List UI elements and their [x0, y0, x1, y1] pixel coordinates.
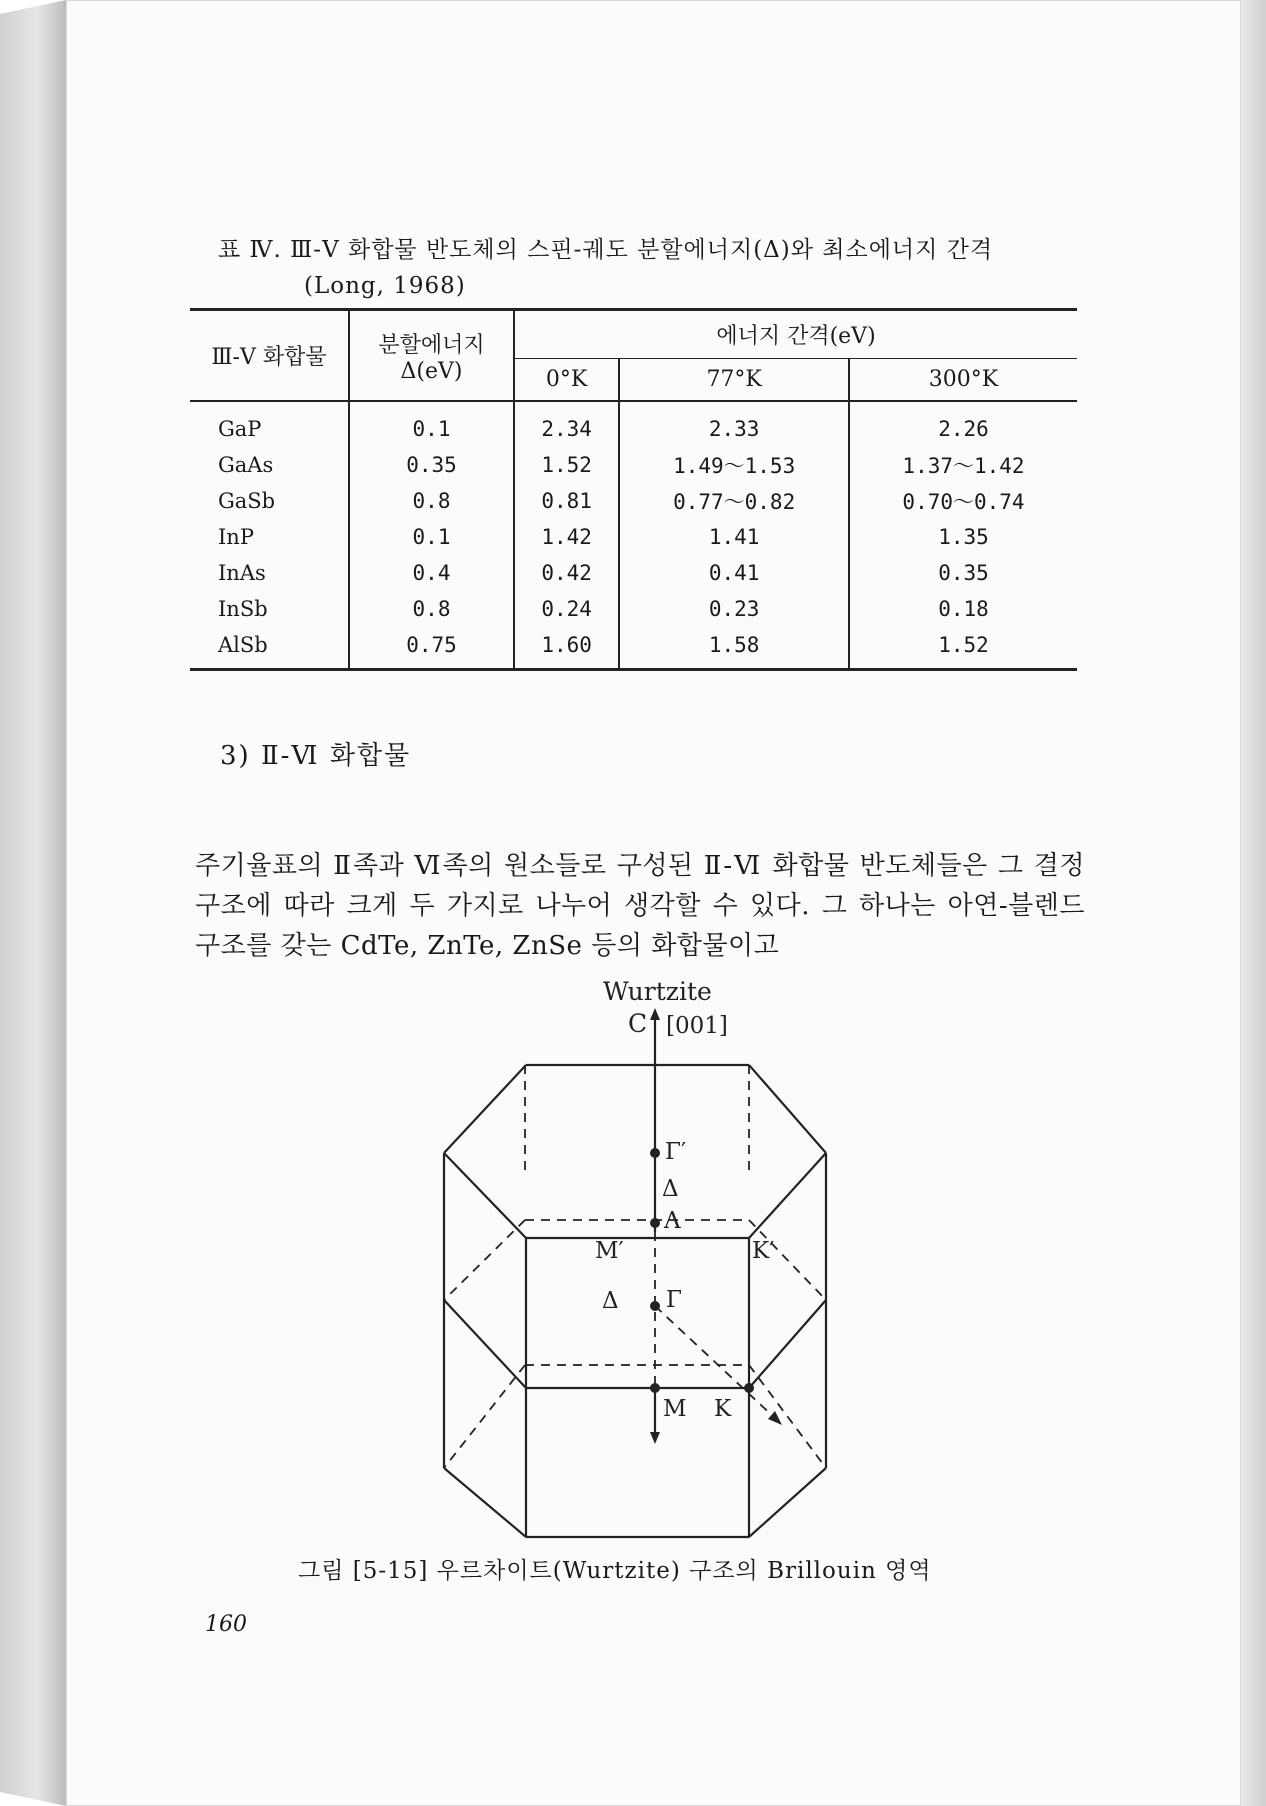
cell-gap-300k: 2.26	[938, 417, 989, 441]
cell-gap-300k: 0.18	[938, 597, 989, 621]
label-k: K	[714, 1396, 732, 1422]
table-row	[190, 555, 1077, 591]
cell-split: 0.8	[349, 483, 514, 519]
point-m	[650, 1383, 660, 1393]
table-caption	[218, 232, 1088, 304]
header-0k: 0°K	[514, 359, 619, 402]
body-paragraph: 주기율표의 Ⅱ족과 Ⅵ족의 원소들로 구성된 Ⅱ-Ⅵ 화합물 반도체들은 그 결정구조에 따라 크게 두 가지로 나누어 생각할 수 있다. 그 하나는 아연-블렌드 구조를 갖는 CdTe, ZnTe, ZnSe 등의 화합물이고	[195, 851, 1085, 961]
label-m: M	[663, 1396, 687, 1422]
table-row	[190, 447, 1077, 483]
cell-gap-77k: 0.41	[619, 555, 849, 591]
wurtzite-diagram	[420, 970, 840, 1540]
table-row	[190, 627, 1077, 670]
axis-down-arrow-icon	[650, 1432, 660, 1444]
cell-gap-300k: 0.35	[938, 561, 989, 585]
point-gamma-prime	[650, 1148, 660, 1158]
energy-gap-table	[190, 308, 1077, 671]
book-spine-left	[0, 0, 66, 1806]
cell-gap-77k: 0.23	[619, 591, 849, 627]
cell-gap-77k: 2.33	[619, 401, 849, 447]
table-row	[190, 591, 1077, 627]
label-m-prime: M′	[595, 1238, 624, 1264]
point-lambda	[650, 1218, 660, 1228]
label-gamma-prime: Γ′	[665, 1139, 687, 1165]
figure-caption: 그림 [5-15] 우르차이트(Wurtzite) 구조의 Brillouin 영역	[298, 1558, 932, 1584]
label-gamma: Γ	[666, 1287, 682, 1313]
point-gamma	[650, 1301, 660, 1311]
cell-compound: InSb	[190, 591, 349, 627]
cell-gap-77k: 1.58	[619, 627, 849, 670]
cell-compound: GaAs	[190, 447, 349, 483]
cell-split: 0.4	[349, 555, 514, 591]
cell-gap-300k: 1.35	[938, 525, 989, 549]
cell-gap-0k: 1.52	[514, 447, 619, 483]
label-wurtzite: Wurtzite	[603, 977, 712, 1006]
label-lambda: Λ	[664, 1208, 681, 1234]
cell-split: 0.1	[349, 519, 514, 555]
header-split-energy	[349, 310, 514, 402]
header-77k: 77°K	[619, 359, 849, 402]
cell-gap-0k: 0.24	[514, 591, 619, 627]
cell-gap-0k: 0.42	[514, 555, 619, 591]
cell-compound: InAs	[190, 555, 349, 591]
page-number: 160	[205, 1612, 247, 1637]
label-direction-001: [001]	[666, 1013, 728, 1039]
point-k	[744, 1383, 754, 1393]
hexagonal-prism-hidden-edges	[444, 1065, 826, 1468]
label-k-prime: K′	[752, 1238, 775, 1264]
cell-gap-0k: 1.42	[514, 519, 619, 555]
cell-gap-77k: 1.49～1.53	[619, 447, 849, 483]
label-delta-upper: Δ	[662, 1176, 679, 1202]
cell-split: 0.35	[349, 447, 514, 483]
cell-gap-0k: 1.60	[514, 627, 619, 670]
header-300k: 300°K	[928, 367, 999, 392]
brillouin-zone-figure	[420, 970, 840, 1540]
table-row	[190, 483, 1077, 519]
table-caption-line1: 표 Ⅳ. Ⅲ-Ⅴ 화합물 반도체의 스핀-궤도 분할에너지(Δ)와 최소에너지 간격	[218, 237, 994, 263]
label-c-axis: C	[628, 1009, 648, 1038]
header-split-line2: Δ(eV)	[400, 358, 463, 384]
book-edge-right	[1241, 0, 1266, 1806]
header-energy-gap: 에너지 간격(eV)	[514, 310, 1077, 359]
cell-compound: AlSb	[190, 627, 349, 670]
table-row	[190, 401, 1077, 447]
cell-compound: GaP	[190, 401, 349, 447]
cell-compound: InP	[190, 519, 349, 555]
cell-compound: GaSb	[190, 483, 349, 519]
k-direction-arrow-icon	[768, 1411, 782, 1425]
table-caption-line2: (Long, 1968)	[304, 273, 466, 299]
section-title: 3) Ⅱ-Ⅵ 화합물	[220, 741, 412, 771]
header-compound: Ⅲ-Ⅴ 화합물	[190, 310, 349, 402]
cell-split: 0.8	[349, 591, 514, 627]
cell-gap-77k: 1.41	[619, 519, 849, 555]
cell-gap-300k: 1.37～1.42	[902, 454, 1025, 478]
cell-split: 0.75	[349, 627, 514, 670]
label-delta-lower: Δ	[602, 1288, 619, 1314]
cell-split: 0.1	[349, 401, 514, 447]
table-row	[190, 519, 1077, 555]
cell-gap-300k: 1.52	[938, 633, 989, 657]
cell-gap-0k: 2.34	[514, 401, 619, 447]
axis-up-arrow-icon	[650, 1008, 660, 1020]
cell-gap-77k: 0.77～0.82	[619, 483, 849, 519]
cell-gap-0k: 0.81	[514, 483, 619, 519]
cell-gap-300k: 0.70～0.74	[902, 490, 1025, 514]
header-split-line1: 분할에너지	[378, 332, 485, 358]
hexagonal-prism-solid-edges	[444, 1015, 826, 1537]
